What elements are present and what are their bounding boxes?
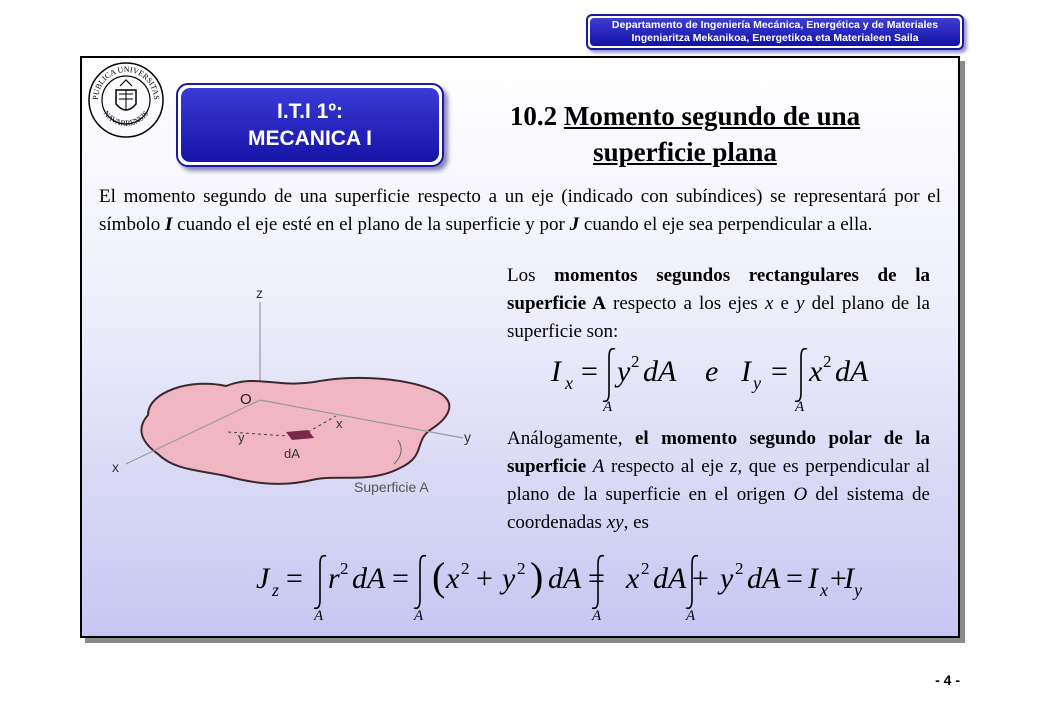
intro-paragraph: El momento segundo de una superficie respecto a un eje (indicado con subíndices) se representará por el símbolo I cuando el eje esté en el plano de la superficie y por J cuando el eje sea perpendicular a ella. [99, 186, 941, 235]
svg-text:dA: dA [653, 562, 687, 595]
x-axis-label: x [112, 459, 119, 475]
svg-text:2: 2 [461, 559, 470, 578]
polar-moment-equation [250, 550, 860, 628]
svg-text:x: x [626, 562, 640, 595]
svg-text:y: y [854, 580, 862, 600]
svg-text:=: = [786, 562, 803, 595]
svg-text:J: J [256, 562, 270, 595]
y-distance-label: y [238, 430, 245, 445]
y-axis-label: y [464, 429, 471, 445]
integral-sign [314, 556, 326, 609]
department-name-es: Departamento de Ingeniería Mecánica, Energética y de Materiales [611, 19, 939, 31]
svg-text:+: + [830, 562, 847, 595]
integral-sign [795, 349, 807, 402]
department-name-eu: Ingeniaritza Mekanikoa, Energetikoa eta Materialeen Saila [631, 32, 919, 44]
surface-label: Superficie A [354, 479, 429, 495]
svg-text:): ) [530, 554, 544, 599]
svg-text:x: x [565, 373, 573, 393]
svg-text:A: A [414, 608, 424, 624]
svg-text:dA: dA [352, 562, 386, 595]
course-level: I.T.I 1º: [276, 100, 343, 123]
svg-text:NAVARRENSIS [102, 109, 151, 128]
department-banner [586, 14, 964, 50]
svg-text:=: = [581, 355, 598, 388]
svg-text:2: 2 [631, 352, 640, 371]
integral-sign [414, 556, 426, 609]
symbol-J: J [569, 214, 580, 235]
svg-text:2: 2 [517, 559, 526, 578]
university-seal-logo [86, 60, 166, 140]
svg-text:A: A [314, 608, 324, 624]
page-number: - 4 - [935, 672, 960, 688]
svg-text:=: = [392, 562, 409, 595]
dA-label: dA [284, 446, 300, 461]
svg-text:+: + [692, 562, 709, 595]
course-name: MECANICA I [247, 127, 373, 150]
svg-text:A: A [686, 608, 696, 624]
integral-sign [603, 349, 615, 402]
svg-text:dA: dA [747, 562, 781, 595]
svg-text:x: x [820, 580, 828, 600]
seal-text-bottom: NAVARRENSIS [101, 108, 151, 128]
svg-text:2: 2 [340, 559, 349, 578]
rectangular-moments-paragraph: Los momentos segundos rectangulares de la superficie A respecto a los ejes x e y del plano de la superficie son: [507, 265, 930, 342]
section-title [470, 98, 900, 170]
svg-text:=: = [286, 562, 303, 595]
surface-area [141, 378, 449, 484]
section-title-line2: superficie plana [593, 137, 777, 167]
polar-moment-paragraph: Análogamente, el momento segundo polar de la superficie A respecto al eje z, que es perpendicular al plano de la superficie en el origen O del sistema de coordenadas xy, es [507, 428, 931, 533]
svg-text:r: r [328, 562, 340, 595]
svg-text:I: I [808, 562, 818, 595]
origin-label: O [240, 391, 252, 408]
seal-text-top: PUBLICA UNIVERSITAS [90, 64, 162, 101]
section-title-line1: Momento segundo de una [563, 101, 861, 131]
svg-text:e: e [705, 355, 719, 388]
svg-text:dA: dA [835, 355, 869, 388]
svg-text:A: A [795, 399, 805, 415]
svg-text:y: y [502, 562, 516, 595]
svg-text:2: 2 [735, 559, 744, 578]
svg-text:x: x [809, 355, 823, 388]
svg-text:x: x [446, 562, 460, 595]
svg-text:=: = [771, 355, 788, 388]
svg-text:(: ( [432, 554, 446, 599]
surface-axes-figure [108, 280, 478, 510]
svg-text:I: I [844, 562, 854, 595]
svg-text:=: = [588, 562, 605, 595]
svg-text:I: I [551, 355, 561, 388]
svg-text:y: y [753, 373, 761, 393]
symbol-I: I [164, 214, 173, 235]
svg-text:dA: dA [548, 562, 582, 595]
svg-text:z: z [272, 580, 280, 600]
svg-text:A: A [603, 399, 613, 415]
svg-text:A: A [592, 608, 602, 624]
z-axis-label: z [256, 285, 263, 301]
course-badge [176, 83, 444, 167]
svg-text:2: 2 [641, 559, 650, 578]
svg-text:y: y [720, 562, 734, 595]
svg-text:dA: dA [643, 355, 677, 388]
rectangular-moments-equation [545, 345, 875, 417]
svg-text:y: y [617, 355, 631, 388]
svg-text:I: I [741, 355, 751, 388]
svg-text:+: + [476, 562, 493, 595]
x-distance-label: x [336, 416, 343, 431]
section-number: 10.2 [509, 101, 558, 131]
svg-text:2: 2 [823, 352, 832, 371]
